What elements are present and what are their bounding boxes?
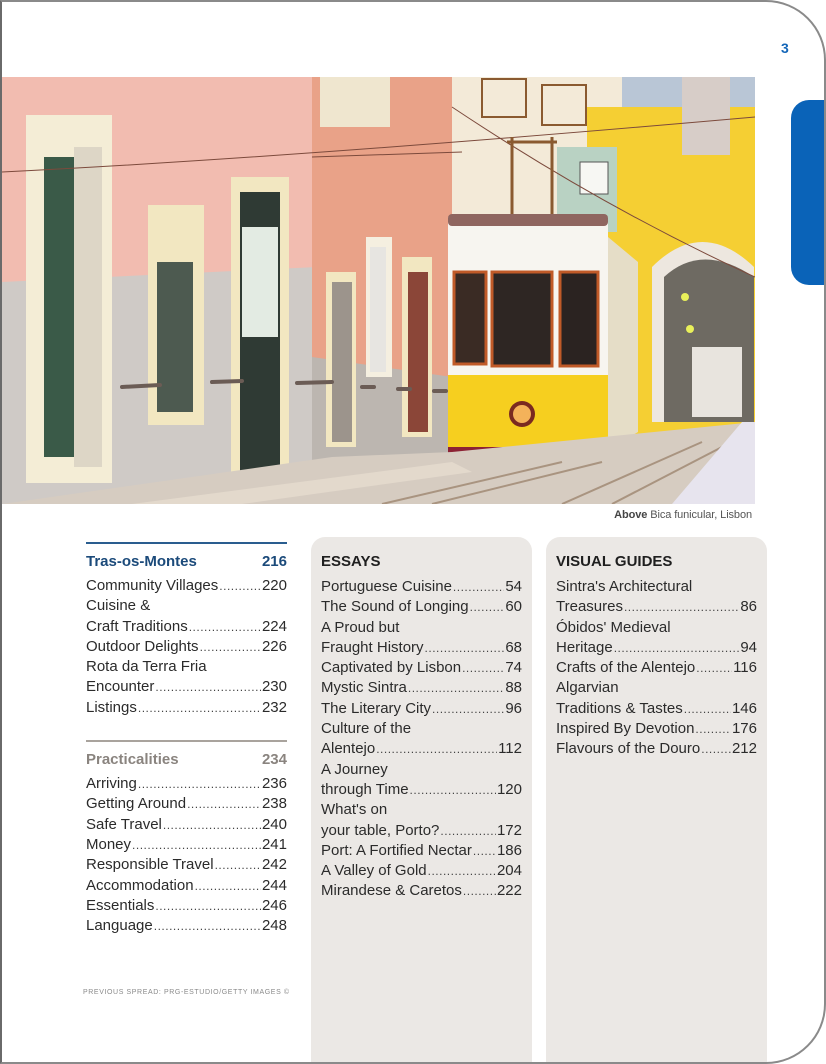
toc-entry-title-line: Rota da Terra Fria — [86, 658, 207, 676]
dot-leader — [473, 841, 496, 861]
toc-entry-page: 232 — [261, 698, 287, 716]
toc-entry-page: 146 — [731, 699, 757, 717]
toc-entry-title: Accommodation — [86, 876, 194, 894]
toc-entry[interactable] — [86, 896, 287, 916]
toc-entry-line — [556, 699, 757, 719]
toc-entry-title: Getting Around — [86, 795, 187, 813]
toc-entry[interactable] — [321, 760, 522, 801]
toc-entry-page: 244 — [261, 876, 287, 894]
dot-leader — [155, 677, 261, 697]
toc-entry-line — [556, 719, 757, 739]
toc-entry-line — [86, 815, 287, 835]
dot-leader — [163, 815, 261, 835]
toc-entry-title: Craft Traditions — [86, 617, 188, 635]
toc-entry-page: 186 — [496, 841, 522, 859]
dot-leader — [219, 576, 261, 596]
toc-entry-line — [86, 835, 287, 855]
dot-leader — [462, 658, 504, 678]
toc-entry[interactable] — [86, 876, 287, 896]
toc-entry-line — [321, 841, 522, 861]
toc-entry-line — [86, 916, 287, 936]
dot-leader — [132, 835, 261, 855]
dot-leader — [155, 896, 261, 916]
dot-leader — [453, 577, 504, 597]
dot-leader — [138, 774, 261, 794]
toc-entry-line — [86, 876, 287, 896]
caption-label: Above — [614, 509, 648, 521]
toc-entry-line — [321, 658, 522, 678]
toc-entry-page: 236 — [261, 775, 287, 793]
toc-entry-line — [556, 658, 757, 678]
toc-entry-line — [556, 638, 757, 658]
dot-leader — [614, 638, 740, 658]
toc-entry[interactable] — [556, 678, 757, 719]
hero-photo — [2, 77, 755, 504]
toc-entry-line — [321, 861, 522, 881]
toc-entry[interactable] — [86, 698, 287, 718]
visual-guides-list — [556, 577, 757, 760]
section-page: 216 — [261, 553, 287, 570]
toc-entry[interactable] — [321, 658, 522, 678]
toc-entry-title: Community Villages — [86, 577, 219, 594]
toc-entry-page: 88 — [505, 679, 522, 697]
dot-leader — [200, 637, 261, 657]
toc-entry-page: 60 — [505, 598, 522, 616]
toc-entry-page: 226 — [261, 637, 287, 655]
dot-leader — [154, 916, 261, 936]
toc-entry[interactable] — [321, 678, 522, 698]
toc-entry-page: 94 — [740, 638, 757, 656]
dot-leader — [463, 881, 496, 901]
toc-entry-page: 96 — [505, 699, 522, 717]
toc-entry-title: Traditions & Tastes — [556, 699, 683, 717]
dot-leader — [410, 780, 496, 800]
visual-guides-panel — [546, 537, 767, 1064]
dot-leader — [432, 699, 504, 719]
toc-entry-title-line: Óbidos' Medieval — [556, 618, 671, 636]
toc-entry-title: A Valley of Gold — [321, 862, 427, 880]
toc-entry-line — [86, 794, 287, 814]
toc-entry-title: Money — [86, 835, 132, 853]
toc-entry[interactable] — [321, 841, 522, 861]
toc-section-tras-os-montes — [86, 542, 287, 718]
section-title: Practicalities — [86, 751, 179, 769]
toc-entry-page: 224 — [261, 617, 287, 635]
toc-entry-line — [86, 698, 287, 718]
dot-leader — [624, 597, 739, 617]
toc-entry-line — [86, 896, 287, 916]
toc-entry-line — [86, 855, 287, 875]
section-title: Tras-os-Montes — [86, 553, 197, 570]
toc-entry-title: Mystic Sintra — [321, 679, 407, 697]
toc-entry[interactable] — [86, 596, 287, 637]
panel-heading: VISUAL GUIDES — [556, 553, 673, 570]
toc-entry-page: 222 — [496, 882, 522, 900]
toc-entry-title: Heritage — [556, 638, 613, 656]
toc-entry-page: 242 — [261, 856, 287, 874]
toc-entry-line — [321, 638, 522, 658]
toc-list — [86, 576, 287, 718]
toc-entry-title: Mirandese & Caretos — [321, 882, 462, 900]
toc-entry-title: Captivated by Lisbon — [321, 659, 462, 677]
toc-entry-line — [321, 739, 522, 759]
toc-entry-line — [556, 597, 757, 617]
toc-entry-line — [321, 577, 522, 597]
toc-entry-title-line: What's on — [321, 801, 388, 819]
toc-entry-page: 212 — [731, 740, 757, 758]
toc-entry[interactable] — [86, 916, 287, 936]
section-heading[interactable] — [86, 552, 287, 572]
toc-entry[interactable] — [86, 855, 287, 875]
toc-entry-title: Safe Travel — [86, 815, 162, 833]
toc-entry[interactable] — [556, 658, 757, 678]
toc-entry-title-line: Cuisine & — [86, 597, 151, 615]
toc-entry-title: through Time — [321, 780, 409, 798]
page-number: 3 — [781, 40, 789, 56]
toc-entry-title: Language — [86, 917, 153, 935]
toc-entry-title-line: A Proud but — [321, 618, 400, 636]
toc-entry-line — [86, 617, 287, 637]
toc-entry-title-line: Sintra's Architectural — [556, 578, 693, 595]
photo-caption — [614, 509, 752, 521]
toc-entry[interactable] — [321, 861, 522, 881]
toc-entry-title-line: A Journey — [321, 760, 388, 778]
toc-entry-title-line: Culture of the — [321, 720, 412, 738]
toc-entry-page: 116 — [733, 659, 757, 677]
toc-entry-title: Arriving — [86, 775, 137, 793]
toc-section-practicalities — [86, 740, 287, 936]
toc-entry[interactable] — [86, 774, 287, 794]
dot-leader — [215, 855, 261, 875]
toc-entry-title: The Literary City — [321, 699, 432, 717]
toc-entry-title: Portuguese Cuisine — [321, 578, 452, 595]
toc-entry-line — [321, 881, 522, 901]
toc-entry-page: 74 — [505, 659, 522, 677]
toc-entry-title: Alentejo — [321, 740, 376, 758]
toc-entry[interactable] — [86, 576, 287, 596]
section-page: 234 — [261, 751, 287, 769]
toc-entry-page: 241 — [261, 835, 287, 853]
toc-entry-title: The Sound of Longing — [321, 598, 469, 616]
toc-entry[interactable] — [321, 618, 522, 659]
dot-leader — [440, 821, 496, 841]
toc-entry-page: 248 — [261, 917, 287, 935]
toc-entry[interactable] — [321, 597, 522, 617]
funicular-photo-illustration — [2, 77, 755, 504]
toc-entry[interactable] — [321, 719, 522, 760]
section-heading[interactable] — [86, 750, 287, 770]
toc-entry[interactable] — [321, 800, 522, 841]
toc-entry[interactable] — [556, 618, 757, 659]
toc-left-column — [86, 542, 287, 936]
toc-entry-page: 220 — [261, 577, 287, 594]
toc-entry-page: 68 — [505, 638, 522, 656]
toc-entry-title: Fraught History — [321, 638, 424, 656]
toc-entry[interactable] — [86, 794, 287, 814]
toc-entry-page: 86 — [740, 598, 757, 616]
toc-entry-line — [86, 637, 287, 657]
toc-entry-line — [86, 677, 287, 697]
toc-entry-line — [321, 597, 522, 617]
dot-leader — [138, 698, 261, 718]
dot-leader — [696, 658, 732, 678]
toc-entry-title: Port: A Fortified Nectar — [321, 841, 472, 859]
essays-list — [321, 577, 522, 902]
toc-entry-title: Inspired By Devotion — [556, 720, 695, 738]
caption-text: Bica funicular, Lisbon — [647, 509, 752, 521]
toc-entry-title: Encounter — [86, 678, 155, 696]
toc-entry[interactable] — [321, 699, 522, 719]
toc-entry-line — [86, 774, 287, 794]
essays-panel — [311, 537, 532, 1064]
toc-entry[interactable] — [556, 739, 757, 759]
toc-entry-title: Flavours of the Douro — [556, 740, 701, 758]
toc-entry-title: Responsible Travel — [86, 856, 214, 874]
toc-entry-line — [321, 699, 522, 719]
toc-entry-title: Essentials — [86, 896, 155, 914]
toc-entry-page: 172 — [496, 821, 522, 839]
dot-leader — [428, 861, 496, 881]
dot-leader — [701, 739, 731, 759]
dot-leader — [195, 876, 261, 896]
toc-entry-page: 176 — [731, 720, 757, 738]
toc-entry[interactable] — [86, 637, 287, 657]
dot-leader — [376, 739, 497, 759]
toc-entry-title: Outdoor Delights — [86, 637, 199, 655]
dot-leader — [408, 678, 504, 698]
toc-entry-page: 120 — [496, 780, 522, 798]
toc-entry[interactable] — [321, 577, 522, 597]
toc-entry-title-line: Algarvian — [556, 679, 619, 697]
toc-entry-title: Treasures — [556, 598, 623, 616]
panel-heading: ESSAYS — [321, 553, 381, 570]
toc-entry[interactable] — [86, 657, 287, 698]
toc-entry-page: 54 — [505, 578, 522, 595]
dot-leader — [425, 638, 505, 658]
toc-entry-page: 238 — [261, 795, 287, 813]
toc-entry-page: 112 — [498, 740, 522, 758]
toc-entry[interactable] — [86, 815, 287, 835]
toc-entry[interactable] — [86, 835, 287, 855]
dot-leader — [684, 699, 731, 719]
toc-entry-page: 246 — [261, 896, 287, 914]
toc-entry-page: 240 — [261, 815, 287, 833]
toc-entry-line — [321, 780, 522, 800]
dot-leader — [470, 597, 505, 617]
toc-entry-title: Listings — [86, 698, 137, 716]
dot-leader — [187, 794, 261, 814]
toc-entry-line — [321, 678, 522, 698]
toc-entry-page: 204 — [496, 862, 522, 880]
toc-entry-line — [321, 821, 522, 841]
toc-list — [86, 774, 287, 936]
toc-entry-line — [86, 576, 287, 596]
dot-leader — [189, 617, 261, 637]
toc-entry-title: Crafts of the Alentejo — [556, 659, 696, 677]
toc-entry-page: 230 — [261, 678, 287, 696]
toc-entry-line — [556, 739, 757, 759]
toc-entry[interactable] — [556, 719, 757, 739]
dot-leader — [695, 719, 731, 739]
toc-entry-title: your table, Porto? — [321, 821, 440, 839]
toc-entry[interactable] — [321, 881, 522, 901]
photo-credit: PREVIOUS SPREAD: PRG-ESTUDIO/GETTY IMAGES © — [83, 989, 290, 996]
chapter-tab-marker[interactable] — [791, 100, 826, 285]
toc-entry[interactable] — [556, 577, 757, 618]
